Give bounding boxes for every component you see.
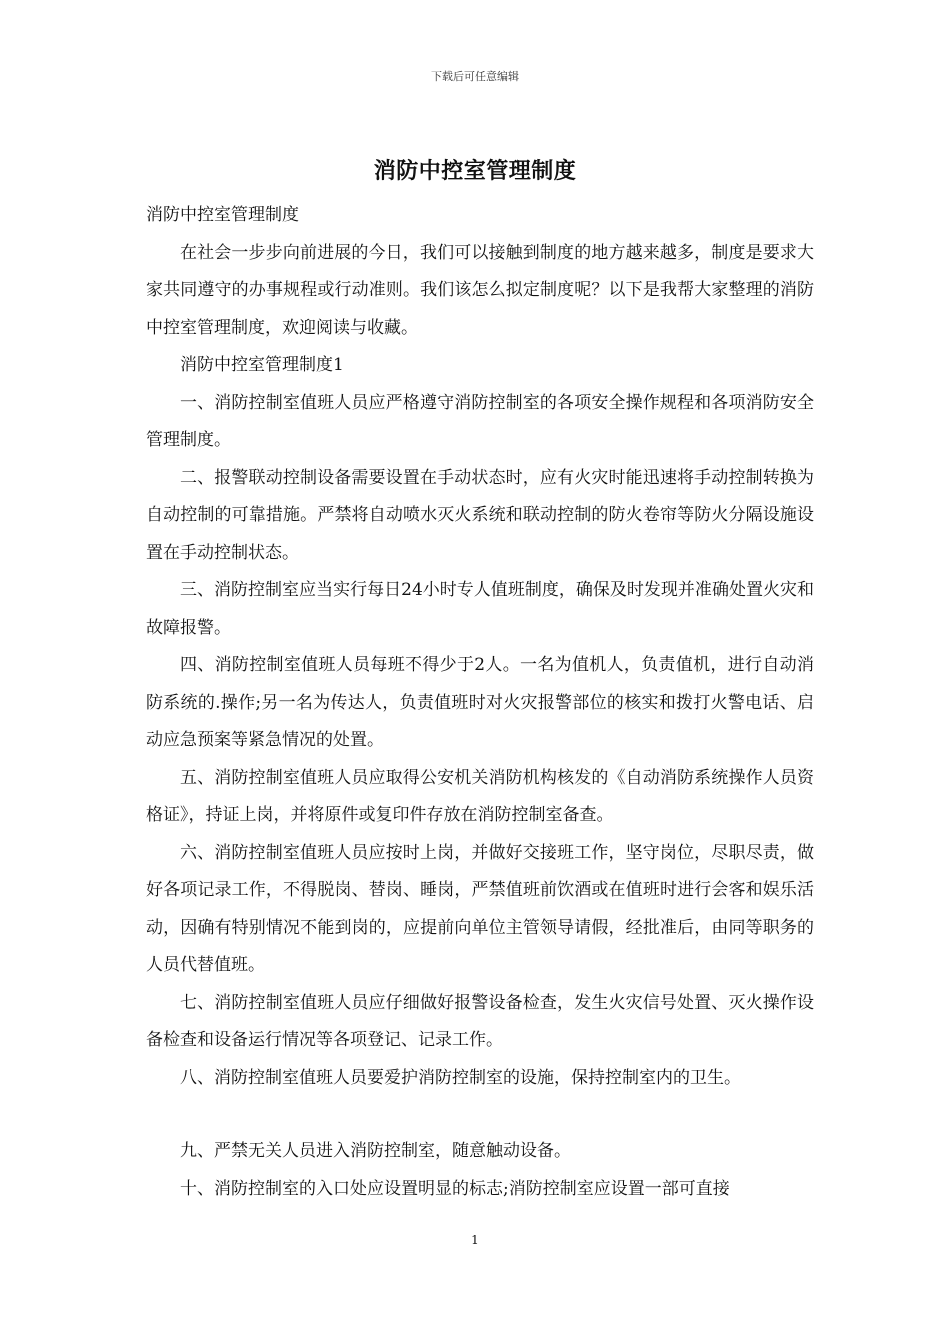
rule-paragraph-2: 二、报警联动控制设备需要设置在手动状态时，应有火灾时能迅速将手动控制转换为自动控制的可靠措施。严禁将自动喷水灭火系统和联动控制的防火卷帘等防火分隔设施设置在手动控制状态。 <box>146 467 814 563</box>
page-header-note: 下载后可任意编辑 <box>431 70 519 83</box>
document-title: 消防中控室管理制度 <box>373 158 577 184</box>
rule-paragraph-4: 四、消防控制室值班人员每班不得少于2人。一名为值机人，负责值机，进行自动消防系统的.操作;另一名为传达人，负责值班时对火灾报警部位的核实和拨打火警电话、启动应急预案等紧急情况的处置。 <box>146 655 814 750</box>
rule-paragraph-6: 六、消防控制室值班人员应按时上岗，并做好交接班工作，坚守岗位，尽职尽责，做好各项记录工作，不得脱岗、替岗、睡岗，严禁值班前饮酒或在值班时进行会客和娱乐活动，因确有特别情况不能到岗的，应提前向单位主管领导请假，经批准后，由同等职务的人员代替值班。 <box>146 842 814 975</box>
document-subtitle: 消防中控室管理制度 <box>146 205 299 225</box>
rule-paragraph-8: 八、消防控制室值班人员要爱护消防控制室的设施，保持控制室内的卫生。 <box>180 1067 741 1088</box>
intro-paragraph: 在社会一步步向前进展的今日，我们可以接触到制度的地方越来越多，制度是要求大家共同遵守的办事规程或行动准则。我们该怎么拟定制度呢？以下是我帮大家整理的消防中控室管理制度，欢迎阅读与收藏。 <box>146 242 814 338</box>
rule-paragraph-7: 七、消防控制室值班人员应仔细做好报警设备检查，发生火灾信号处置、灭火操作设备检查和设备运行情况等各项登记、记录工作。 <box>146 992 814 1050</box>
rule-paragraph-1: 一、消防控制室值班人员应严格遵守消防控制室的各项安全操作规程和各项消防安全管理制度。 <box>146 392 814 450</box>
rule-paragraph-5: 五、消防控制室值班人员应取得公安机关消防机构核发的《自动消防系统操作人员资格证》，持证上岗，并将原件或复印件存放在消防控制室备查。 <box>146 767 814 825</box>
page-number: 1 <box>471 1233 479 1247</box>
rule-paragraph-3: 三、消防控制室应当实行每日24小时专人值班制度，确保及时发现并准确处置火灾和故障报警。 <box>146 580 814 638</box>
document-body <box>146 197 814 1208</box>
rule-paragraph-10: 十、消防控制室的入口处应设置明显的标志;消防控制室应设置一部可直接 <box>180 1178 730 1199</box>
rule-paragraph-9: 九、严禁无关人员进入消防控制室，随意触动设备。 <box>180 1141 571 1161</box>
section-heading: 消防中控室管理制度1 <box>180 355 344 375</box>
